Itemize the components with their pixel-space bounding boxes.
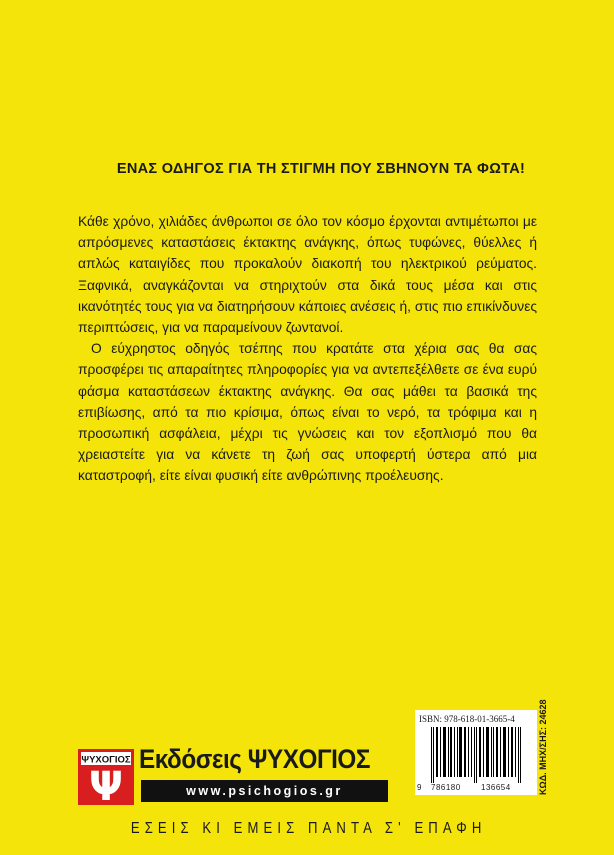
publisher-slogan: ΕΣΕΙΣ ΚΙ ΕΜΕΙΣ ΠΑΝΤΑ Σ' ΕΠΑΦΗ — [130, 820, 487, 837]
barcode-digits-right: 136654 — [481, 783, 511, 792]
publisher-website: www.psichogios.gr — [141, 780, 388, 802]
logo-psi-glyph: Ψ — [89, 764, 123, 805]
blurb-paragraph-1: Κάθε χρόνο, χιλιάδες άνθρωποι σε όλο τον κόσμο έρχονται αντιμέτωποι με απρόσμενες καταστάσεις έκτακτης ανάγκης, όπως τυφώνες, θύελλες ή απλώς καταιγίδες που προκαλούν διακοπή του ηλεκτρικού ρεύματος. Ξαφνικά, αναγκάζονται να στηριχτούν στα δικά τους μέσα και στις ικανότητές τους για να διατηρήσουν κάποιες ανέσεις ή, στις πιο επικίνδυνες περιπτώσεις, για να παραμείνουν ζωντανοί. — [78, 214, 537, 336]
isbn-barcode-block — [415, 710, 537, 795]
psichogios-logo-icon — [78, 749, 134, 805]
barcode-icon — [421, 727, 531, 783]
barcode-digits-left: 786180 — [431, 783, 461, 792]
logo-wordmark: ΨΥΧΟΓΙΟΣ — [81, 754, 131, 766]
blurb-text — [78, 211, 537, 487]
barcode-digit-first: 9 — [417, 783, 422, 792]
publisher-name: Εκδόσεις ΨΥΧΟΓΙΟΣ — [139, 744, 371, 774]
back-cover-headline: ΕΝΑΣ ΟΔΗΓΟΣ ΓΙΑ ΤΗ ΣΤΙΓΜΗ ΠΟΥ ΣΒΗΝΟΥΝ ΤΑ ΦΩΤΑ! — [116, 161, 526, 177]
isbn-label: ISBN: 978-618-01-3665-4 — [419, 714, 515, 724]
product-code: ΚΩΔ. ΜΗΧ/ΣΗΣ: 24628 — [538, 699, 548, 795]
blurb-paragraph-2: Ο εύχρηστος οδηγός τσέπης που κρατάτε στα χέρια σας θα σας προσφέρει τις απαραίτητες πληροφορίες για να αντεπεξέλθετε σε ένα ευρύ φάσμα καταστάσεων έκτακτης ανάγκης. Θα σας μάθει τα βασικά της επιβίωσης, από τα πιο κρίσιμα, όπως είναι το νερό, τα τρόφιμα και η προσωπική ασφάλεια, μέχρι τις γνώσεις και τον εξοπλισμό που θα χρειαστείτε για να κάνετε τη ζωή σας υποφερτή ύστερα από μια καταστροφή, είτε είναι φυσική είτε ανθρώπινης προέλευσης. — [78, 341, 537, 484]
